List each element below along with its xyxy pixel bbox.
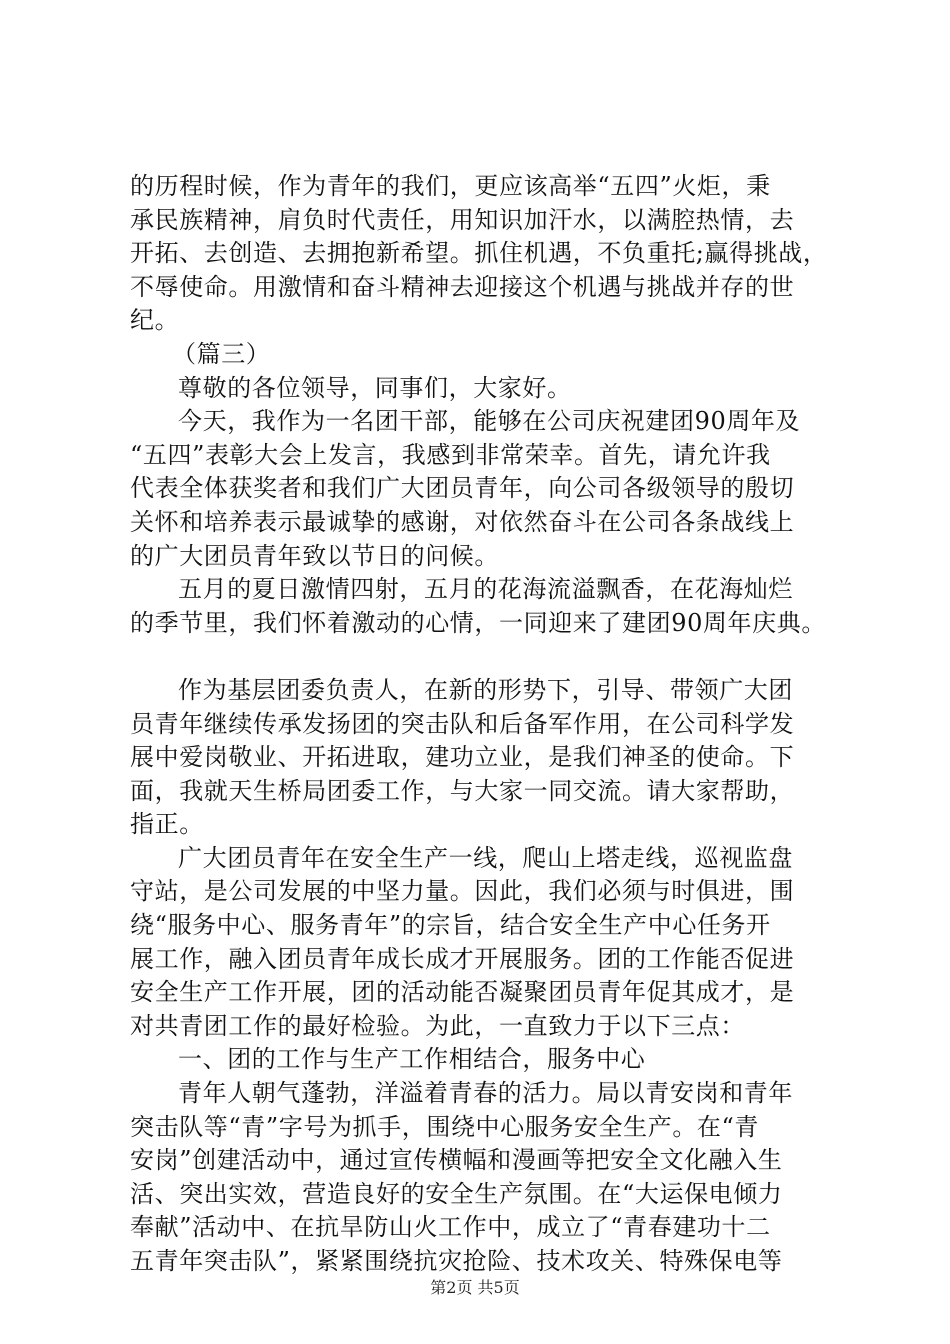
blank-line	[130, 640, 830, 674]
text-line: 绕“服务中心、服务青年”的宗旨，结合安全生产中心任务开	[130, 911, 771, 940]
text-line: 对共青团工作的最好检验。为此，一直致力于以下三点：	[130, 1011, 745, 1040]
section-heading: （篇三）	[172, 339, 271, 368]
text-line: 展工作，融入团员青年成长成才开展服务。团的工作能否促进	[130, 944, 795, 973]
text-line: 的历程时候，作为青年的我们，更应该高举“五四”火炬，秉	[130, 172, 771, 200]
text-line: 关怀和培养表示最诚挚的感谢，对依然奋斗在公司各条战线上	[130, 507, 795, 536]
text-line: 面，我就天生桥局团委工作，与大家一同交流。请大家帮助，	[130, 776, 795, 805]
text-line: 纪。	[130, 306, 180, 335]
text-line: 守站，是公司发展的中坚力量。因此，我们必须与时俱进，围	[130, 877, 795, 906]
text-line: 五月的夏日激情四射，五月的花海流溢飘香，在花海灿烂	[178, 575, 793, 604]
text-line: 开拓、去创造、去拥抱新希望。抓住机遇，不负重托;赢得挑战，	[130, 239, 828, 268]
text-line: 青年人朝气蓬勃，洋溢着青春的活力。局以青安岗和青年	[178, 1079, 793, 1108]
text-line: 作为基层团委负责人，在新的形势下，引导、带领广大团	[178, 675, 793, 704]
text-line: 的广大团员青年致以节日的问候。	[130, 541, 499, 570]
text-line: 不辱使命。用激情和奋斗精神去迎接这个机遇与挑战并存的世	[130, 272, 795, 301]
text-line: 五青年突击队”，紧紧围绕抗灾抢险、技术攻关、特殊保电等	[130, 1247, 783, 1275]
text-line: 指正。	[130, 810, 204, 839]
page-footer	[0, 1278, 950, 1298]
text-line: 员青年继续传承发扬团的突击队和后备军作用，在公司科学发	[130, 709, 795, 738]
text-line: 突击队等“青”字号为抓手，围绕中心服务安全生产。在“青	[130, 1112, 760, 1141]
text-line: 奉献”活动中、在抗旱防山火工作中，成立了“青春建功十二	[130, 1213, 771, 1242]
text-line: 安全生产工作开展，团的活动能否凝聚团员青年促其成才，是	[130, 978, 795, 1007]
text-line: 承民族精神，肩负时代责任，用知识加汗水，以满腔热情，去	[130, 205, 795, 234]
salutation: 尊敬的各位领导，同事们，大家好。	[178, 373, 572, 402]
text-line: 安岗”创建活动中，通过宣传横幅和漫画等把安全文化融入生	[130, 1146, 783, 1175]
text-line: “五四”表彰大会上发言，我感到非常荣幸。首先，请允许我	[130, 440, 771, 469]
page-number: 第2页 共5页	[430, 1278, 520, 1297]
document-body	[130, 170, 830, 1279]
text-line: 代表全体获奖者和我们广大团员青年，向公司各级领导的殷切	[130, 474, 795, 503]
text-line: 展中爱岗敬业、开拓进取，建功立业，是我们神圣的使命。下	[130, 743, 795, 772]
text-line: 广大团员青年在安全生产一线，爬山上塔走线，巡视监盘	[178, 843, 793, 872]
text-line: 今天，我作为一名团干部，能够在公司庆祝建团90周年及	[178, 407, 801, 436]
subsection-heading: 一、团的工作与生产工作相结合，服务中心	[178, 1045, 646, 1074]
text-line: 的季节里，我们怀着激动的心情，一同迎来了建团90周年庆典。	[130, 608, 826, 637]
text-line: 活、突出实效，营造良好的安全生产氛围。在“大运保电倾力	[130, 1179, 783, 1208]
